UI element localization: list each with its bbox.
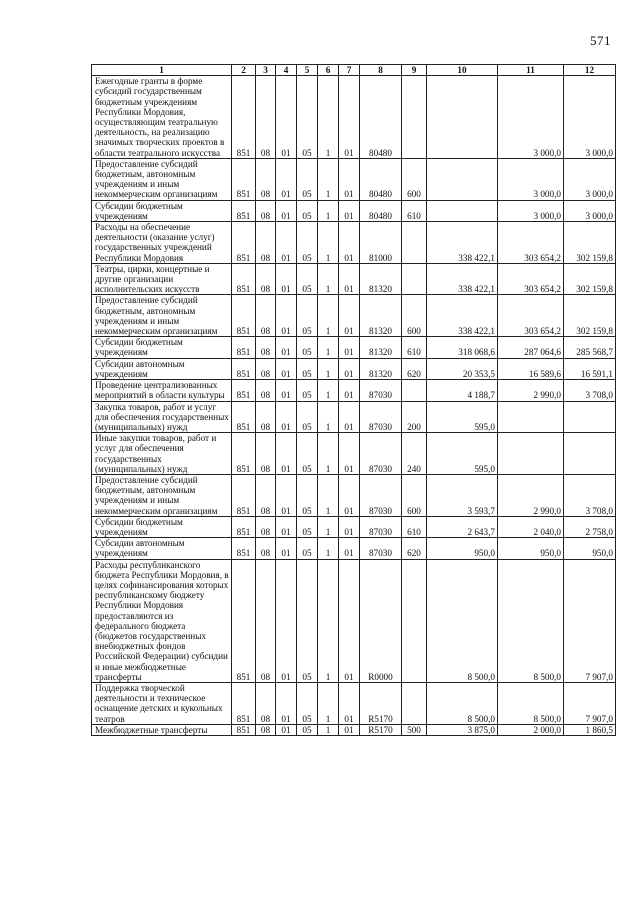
row-amount-year2: 2 990,0 [498,380,564,401]
row-name: Субсидии бюджетным учреждениям [92,200,232,221]
row-code-event: 01 [339,682,360,724]
row-code-event: 01 [339,516,360,537]
row-code-direction: 87030 [360,401,402,433]
row-code-program: 05 [297,76,318,159]
row-code-direction: R5170 [360,724,402,735]
budget-table-wrapper [91,64,615,736]
row-amount-year1: 3 875,0 [427,724,498,735]
row-amount-year3: 7 907,0 [564,559,616,682]
table-row [92,682,616,724]
row-code-section: 08 [256,200,276,221]
row-code-expense-type [402,559,427,682]
table-row [92,358,616,379]
row-code-section: 08 [256,559,276,682]
row-amount-year1: 338 422,1 [427,263,498,295]
row-amount-year2: 3 000,0 [498,158,564,200]
row-amount-year3: 302 159,8 [564,222,616,264]
row-code-program: 05 [297,433,318,475]
row-code-subprogram: 1 [318,200,339,221]
row-code-event: 01 [339,222,360,264]
row-name: Субсидии бюджетным учреждениям [92,516,232,537]
table-row [92,538,616,559]
row-amount-year3: 1 860,5 [564,724,616,735]
row-code-admin: 851 [232,263,256,295]
row-code-section: 08 [256,158,276,200]
row-code-subprogram: 1 [318,433,339,475]
row-amount-year2 [498,401,564,433]
row-code-subprogram: 1 [318,295,339,337]
row-code-admin: 851 [232,559,256,682]
header-cell: 11 [498,65,564,76]
row-code-admin: 851 [232,433,256,475]
row-code-direction: 80480 [360,76,402,159]
row-amount-year1: 595,0 [427,401,498,433]
row-code-event: 01 [339,295,360,337]
row-code-section: 08 [256,516,276,537]
row-code-expense-type [402,222,427,264]
row-code-subprogram: 1 [318,158,339,200]
row-code-subsection: 01 [276,433,297,475]
row-code-section: 08 [256,682,276,724]
row-code-admin: 851 [232,200,256,221]
row-code-subsection: 01 [276,559,297,682]
row-code-subprogram: 1 [318,380,339,401]
header-cell: 8 [360,65,402,76]
row-code-section: 08 [256,724,276,735]
row-name: Предоставление субсидий бюджетным, автономным учреждениям и иным некоммерческим организациям [92,158,232,200]
row-code-expense-type: 610 [402,337,427,358]
row-code-subprogram: 1 [318,682,339,724]
row-code-event: 01 [339,380,360,401]
row-name: Проведение централизованных мероприятий в области культуры [92,380,232,401]
row-code-direction: 81000 [360,222,402,264]
row-name: Театры, цирки, концертные и другие организации исполнительских искусств [92,263,232,295]
row-code-subprogram: 1 [318,559,339,682]
row-amount-year3: 302 159,8 [564,263,616,295]
row-code-section: 08 [256,538,276,559]
row-code-admin: 851 [232,516,256,537]
row-code-subsection: 01 [276,538,297,559]
row-amount-year2: 3 000,0 [498,200,564,221]
header-cell: 2 [232,65,256,76]
header-cell: 7 [339,65,360,76]
row-code-program: 05 [297,358,318,379]
row-amount-year1: 338 422,1 [427,295,498,337]
row-amount-year3: 2 758,0 [564,516,616,537]
header-cell: 3 [256,65,276,76]
row-code-subprogram: 1 [318,401,339,433]
row-code-expense-type: 600 [402,295,427,337]
row-code-expense-type: 500 [402,724,427,735]
row-amount-year1: 8 500,0 [427,682,498,724]
row-amount-year1: 2 643,7 [427,516,498,537]
row-code-admin: 851 [232,222,256,264]
row-code-direction: 87030 [360,538,402,559]
row-code-expense-type: 200 [402,401,427,433]
row-code-direction: 87030 [360,433,402,475]
row-amount-year3 [564,433,616,475]
row-code-program: 05 [297,401,318,433]
row-code-subprogram: 1 [318,538,339,559]
row-code-expense-type: 620 [402,358,427,379]
row-name: Расходы республиканского бюджета Республики Мордовия, в целях софинансирования которых республиканскому бюджету Республики Мордовия предоставляются из федерального бюджета (бюджетов государственных внебюджетных фондов Российской Федерации) субсидии и иные межбюджетные трансферты [92,559,232,682]
table-row [92,433,616,475]
row-code-event: 01 [339,559,360,682]
row-code-subsection: 01 [276,724,297,735]
row-code-event: 01 [339,158,360,200]
row-code-event: 01 [339,724,360,735]
row-amount-year2: 303 654,2 [498,263,564,295]
row-code-section: 08 [256,358,276,379]
row-code-direction: 81320 [360,263,402,295]
table-row [92,401,616,433]
row-amount-year1: 8 500,0 [427,559,498,682]
row-code-expense-type [402,263,427,295]
row-code-subsection: 01 [276,682,297,724]
row-code-direction: 87030 [360,474,402,516]
row-name: Поддержка творческой деятельности и техническое оснащение детских и кукольных театров [92,682,232,724]
row-code-subprogram: 1 [318,474,339,516]
row-code-admin: 851 [232,380,256,401]
row-code-program: 05 [297,263,318,295]
page-number: 571 [590,33,611,48]
row-amount-year3: 3 708,0 [564,474,616,516]
row-amount-year2: 2 040,0 [498,516,564,537]
row-amount-year3: 3 000,0 [564,158,616,200]
header-cell: 6 [318,65,339,76]
row-name: Расходы на обеспечение деятельности (оказание услуг) государственных учреждений Республики Мордовия [92,222,232,264]
row-name: Субсидии автономным учреждениям [92,358,232,379]
row-code-direction: 81320 [360,358,402,379]
row-code-event: 01 [339,358,360,379]
table-row [92,337,616,358]
row-code-subsection: 01 [276,76,297,159]
row-code-expense-type: 240 [402,433,427,475]
row-code-admin: 851 [232,158,256,200]
row-code-expense-type: 610 [402,516,427,537]
row-code-program: 05 [297,200,318,221]
header-cell: 9 [402,65,427,76]
row-code-direction: 80480 [360,200,402,221]
row-code-subprogram: 1 [318,358,339,379]
row-code-subsection: 01 [276,200,297,221]
row-code-admin: 851 [232,474,256,516]
row-code-event: 01 [339,76,360,159]
row-code-event: 01 [339,474,360,516]
row-code-direction: 81320 [360,295,402,337]
row-amount-year2: 287 064,6 [498,337,564,358]
row-amount-year2: 303 654,2 [498,295,564,337]
row-code-admin: 851 [232,76,256,159]
row-code-admin: 851 [232,538,256,559]
row-code-expense-type: 600 [402,474,427,516]
row-amount-year1: 20 353,5 [427,358,498,379]
row-amount-year1 [427,200,498,221]
table-header-row [92,65,616,76]
row-code-event: 01 [339,263,360,295]
table-body [92,76,616,736]
row-amount-year2: 3 000,0 [498,76,564,159]
row-amount-year1: 4 188,7 [427,380,498,401]
row-code-expense-type: 600 [402,158,427,200]
row-code-section: 08 [256,380,276,401]
row-code-program: 05 [297,222,318,264]
table-row [92,263,616,295]
row-code-program: 05 [297,337,318,358]
row-code-direction: 87030 [360,516,402,537]
row-amount-year3: 285 568,7 [564,337,616,358]
row-code-subsection: 01 [276,158,297,200]
row-code-subsection: 01 [276,222,297,264]
row-code-admin: 851 [232,295,256,337]
row-code-program: 05 [297,158,318,200]
table-row [92,295,616,337]
row-code-section: 08 [256,401,276,433]
row-amount-year2: 303 654,2 [498,222,564,264]
row-code-section: 08 [256,222,276,264]
row-code-subsection: 01 [276,295,297,337]
row-code-subprogram: 1 [318,76,339,159]
row-amount-year2: 950,0 [498,538,564,559]
row-code-event: 01 [339,337,360,358]
row-code-subsection: 01 [276,263,297,295]
row-code-event: 01 [339,200,360,221]
row-name: Закупка товаров, работ и услуг для обеспечения государственных (муниципальных) нужд [92,401,232,433]
row-code-subsection: 01 [276,474,297,516]
row-code-event: 01 [339,433,360,475]
row-code-direction: 80480 [360,158,402,200]
row-amount-year3: 16 591,1 [564,358,616,379]
row-code-subsection: 01 [276,401,297,433]
row-amount-year2 [498,433,564,475]
table-row [92,559,616,682]
table-row [92,380,616,401]
header-cell: 5 [297,65,318,76]
row-code-program: 05 [297,682,318,724]
row-code-subprogram: 1 [318,222,339,264]
row-amount-year3: 3 708,0 [564,380,616,401]
row-code-subsection: 01 [276,380,297,401]
row-code-admin: 851 [232,724,256,735]
row-amount-year3 [564,401,616,433]
row-name: Субсидии автономным учреждениям [92,538,232,559]
row-amount-year1: 595,0 [427,433,498,475]
row-code-section: 08 [256,474,276,516]
row-amount-year1 [427,76,498,159]
row-code-expense-type: 610 [402,200,427,221]
table-row [92,474,616,516]
header-cell: 4 [276,65,297,76]
header-cell: 1 [92,65,232,76]
table-row [92,724,616,735]
row-code-expense-type [402,682,427,724]
row-code-subprogram: 1 [318,724,339,735]
header-cell: 12 [564,65,616,76]
row-code-section: 08 [256,263,276,295]
row-amount-year2: 8 500,0 [498,559,564,682]
row-name: Иные закупки товаров, работ и услуг для обеспечения государственных (муниципальных) нужд [92,433,232,475]
row-name: Межбюджетные трансферты [92,724,232,735]
row-code-section: 08 [256,76,276,159]
row-code-event: 01 [339,538,360,559]
row-code-program: 05 [297,474,318,516]
row-amount-year2: 16 589,6 [498,358,564,379]
table-row [92,200,616,221]
row-code-expense-type [402,380,427,401]
row-code-program: 05 [297,538,318,559]
row-code-admin: 851 [232,337,256,358]
row-name: Ежегодные гранты в форме субсидий государственным бюджетным учреждениям Республики Мордовия, осуществляющим театральную деятельность, на реализацию значимых творческих проектов в области театрального искусства [92,76,232,159]
row-name: Предоставление субсидий бюджетным, автономным учреждениям и иным некоммерческим организациям [92,474,232,516]
row-code-subprogram: 1 [318,263,339,295]
row-code-subprogram: 1 [318,516,339,537]
row-code-admin: 851 [232,401,256,433]
row-amount-year2: 2 990,0 [498,474,564,516]
row-code-subsection: 01 [276,358,297,379]
row-amount-year3: 3 000,0 [564,76,616,159]
row-amount-year1: 318 068,6 [427,337,498,358]
row-code-expense-type: 620 [402,538,427,559]
row-code-section: 08 [256,433,276,475]
row-amount-year3: 302 159,8 [564,295,616,337]
row-code-event: 01 [339,401,360,433]
row-code-admin: 851 [232,682,256,724]
header-cell: 10 [427,65,498,76]
row-code-subsection: 01 [276,516,297,537]
row-code-program: 05 [297,295,318,337]
row-code-direction: R0000 [360,559,402,682]
row-code-expense-type [402,76,427,159]
row-amount-year3: 950,0 [564,538,616,559]
row-name: Предоставление субсидий бюджетным, автономным учреждениям и иным некоммерческим организациям [92,295,232,337]
table-row [92,76,616,159]
row-code-direction: 87030 [360,380,402,401]
table-row [92,516,616,537]
row-amount-year3: 7 907,0 [564,682,616,724]
row-name: Субсидии бюджетным учреждениям [92,337,232,358]
row-code-program: 05 [297,380,318,401]
row-amount-year1: 950,0 [427,538,498,559]
row-code-admin: 851 [232,358,256,379]
row-code-section: 08 [256,337,276,358]
table-row [92,158,616,200]
table-row [92,222,616,264]
row-code-section: 08 [256,295,276,337]
row-amount-year1: 3 593,7 [427,474,498,516]
row-amount-year2: 8 500,0 [498,682,564,724]
row-code-subprogram: 1 [318,337,339,358]
row-code-program: 05 [297,724,318,735]
row-amount-year2: 2 000,0 [498,724,564,735]
row-amount-year1: 338 422,1 [427,222,498,264]
row-code-program: 05 [297,516,318,537]
row-code-subsection: 01 [276,337,297,358]
row-code-direction: R5170 [360,682,402,724]
row-amount-year3: 3 000,0 [564,200,616,221]
row-code-program: 05 [297,559,318,682]
budget-table [91,64,616,736]
row-code-direction: 81320 [360,337,402,358]
row-amount-year1 [427,158,498,200]
